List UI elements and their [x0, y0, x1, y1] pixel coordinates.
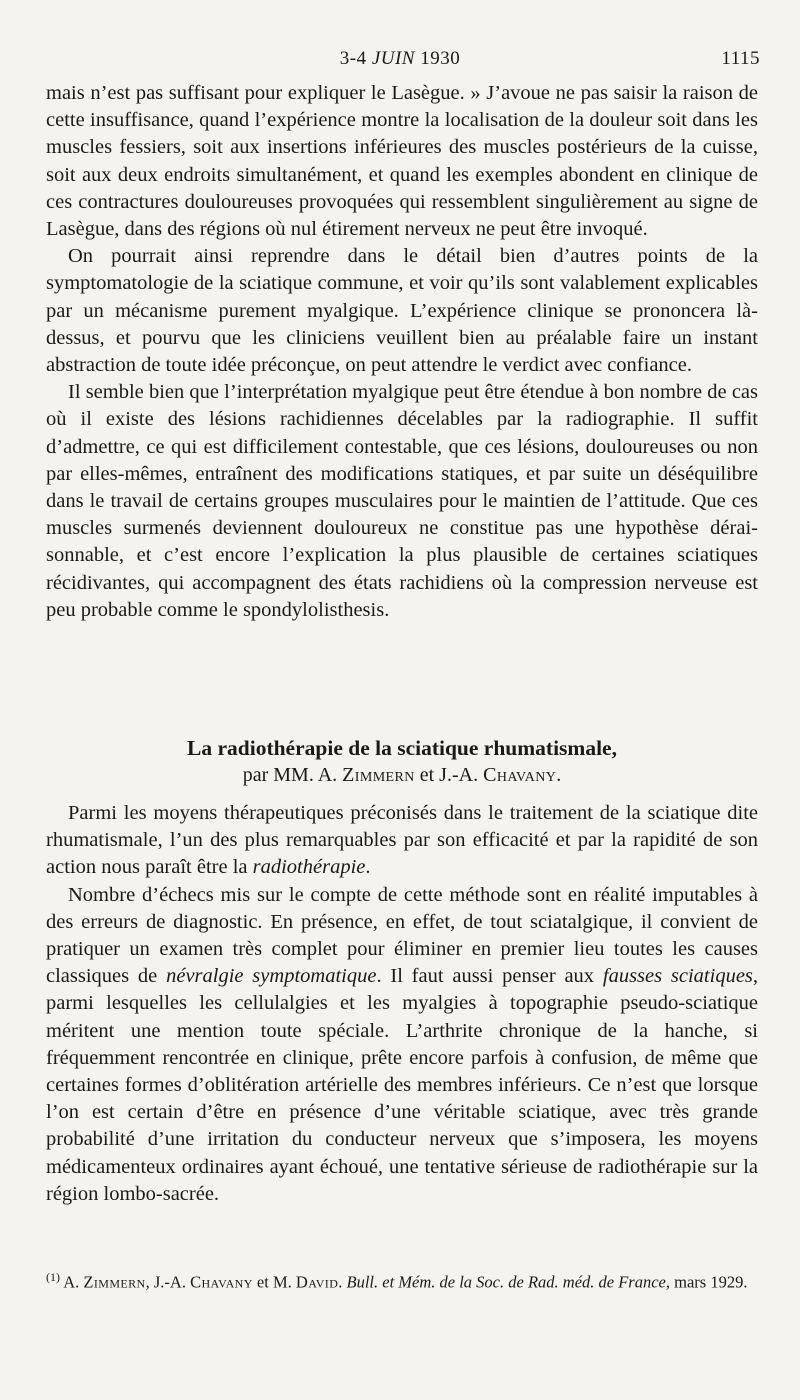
- paragraph-4-text: Parmi les moyens thérapeutiques préconisés dans le traitement de la sciatique dite rhumatismale, l’un des plus remarquables par son efficacité et par la rapidité de son action nous paraît être la: [46, 802, 758, 879]
- header-date: [0, 48, 800, 70]
- emphasis-nevralgie: névralgie symptomatique: [166, 965, 377, 988]
- section-radiotherapy: [46, 800, 758, 1208]
- footnote-c: et M.: [256, 1272, 292, 1292]
- authors-and: et J.-A.: [419, 764, 479, 786]
- footnote-author-zimmern: Zimmern: [83, 1272, 146, 1292]
- footnote-ref: (1): [46, 1270, 60, 1284]
- paragraph-5-text-c: , parmi lesquelles les cellulalgies et les myalgies à topographie pseudo-sciatique méritent une mention toute spéciale. L’arthrite chronique de la hanche, si fréquemment rencontrée en clinique, prête encore parfois à confusion, de même que certaines formes d’oblitération artérielle des membres inférieurs. Ce n’est que lorsque l’on est certain d’être en présence d’une véritable sciatique, avec très grande probabilité d’une irritation du conducteur nerveux que s’imposera, les moyens médicamenteux ordinaires ayant échoué, une tentative sérieuse de radiothérapie sur la région lombo-sacrée.: [46, 965, 759, 1205]
- footnote-author-chavany: Chavany: [190, 1272, 253, 1292]
- paragraph-4-end: .: [365, 856, 371, 879]
- authors-by: par MM. A.: [242, 764, 338, 786]
- footnote-date: mars 1929.: [674, 1272, 748, 1292]
- authors-end: .: [556, 764, 562, 786]
- footnote-d: .: [338, 1272, 343, 1292]
- paragraph-3: Il semble bien que l’interprétation myalgique peut être étendue à bon nombre de cas où il existe des lésions rachidiennes décelables par la radiographie. Il suffit d’admettre, ce qui est difficilement contestable, que ces lésions, douloureuses ou non par elles-mêmes, entraînent des modifications statiques, et par suite un déséquilibre dans le travail de certains groupes musculaires pour le maintien de l’attitude. Que ces muscles surmenés deviennent douloureux ne constitue pas une hypothèse déraisonnable, et c’est encore l’explication la plus plausible de certaines sciatiques récidivantes, qui accompagnent des états rachidiens où la compression nerveuse est peu probable comme le spondylolisthesis.: [46, 381, 758, 621]
- footnote: [46, 1267, 758, 1293]
- running-header: [0, 48, 800, 72]
- footnote-author-david: David: [295, 1272, 339, 1292]
- paragraph-4: [46, 800, 758, 882]
- article-authors: [46, 762, 758, 789]
- paragraph-2: On pourrait ainsi reprendre dans le détail bien d’autres points de la symptomatologie de la sciatique commune, et voir qu’ils sont valablement explicables par un mécanisme purement myalgique. L’expérience clinique se prononcera là-dessus, et pourvu que les cliniciens veuillent bien au préalable faire un instant abstraction de toute idée préconçue, on peut attendre le verdict avec confiance.: [46, 245, 758, 377]
- footnote-a: A.: [63, 1272, 80, 1292]
- emphasis-radiotherapie: radiothérapie: [252, 856, 366, 879]
- header-date-month: JUIN: [371, 48, 415, 69]
- paragraph-1: mais n’est pas suffisant pour expliquer le Lasègue. » J’avoue ne pas saisir la raison de cette insuffisance, quand l’expérience montre la localisation de la douleur soit dans les muscles fessiers, soit aux insertions inférieures des muscles postérieurs de la cuisse, soit aux deux endroits simultanément, et quand les exemples abondent en clinique de ces contractures douloureuses provoquées qui ressemblent singulièrement au signe de Lasègue, dans des régions où nul étirement nerveux ne peut être invoqué.: [46, 82, 758, 241]
- footnote-journal: Bull. et Mém. de la Soc. de Rad. méd. de France,: [346, 1272, 670, 1292]
- article-heading: [46, 735, 758, 789]
- header-date-year: 1930: [420, 48, 461, 69]
- paragraph-5-text-a: Nombre d’échecs mis sur le compte de cette méthode sont en réalité imputables à des erreurs de diagnostic. En présence, en effet, de tout sciatalgique, il convient de pratiquer un examen très complet pour éliminer en premier lieu toutes les causes classiques de: [46, 883, 758, 988]
- page-number: 1115: [721, 48, 760, 69]
- emphasis-fausses-sciatiques: fausses sciatiques: [602, 965, 753, 988]
- paragraph-5: [46, 882, 758, 1208]
- footnote-b: , J.-A.: [145, 1272, 186, 1292]
- article-title: La radiothérapie de la sciatique rhumatismale,: [187, 736, 617, 760]
- author-zimmern: Zimmern: [342, 764, 415, 786]
- section-myalgic-interpretation: [46, 80, 758, 624]
- paragraph-5-text-b: . Il faut aussi penser aux: [376, 965, 595, 988]
- author-chavany: Chavany: [483, 764, 557, 786]
- header-date-prefix: 3-4: [339, 48, 367, 69]
